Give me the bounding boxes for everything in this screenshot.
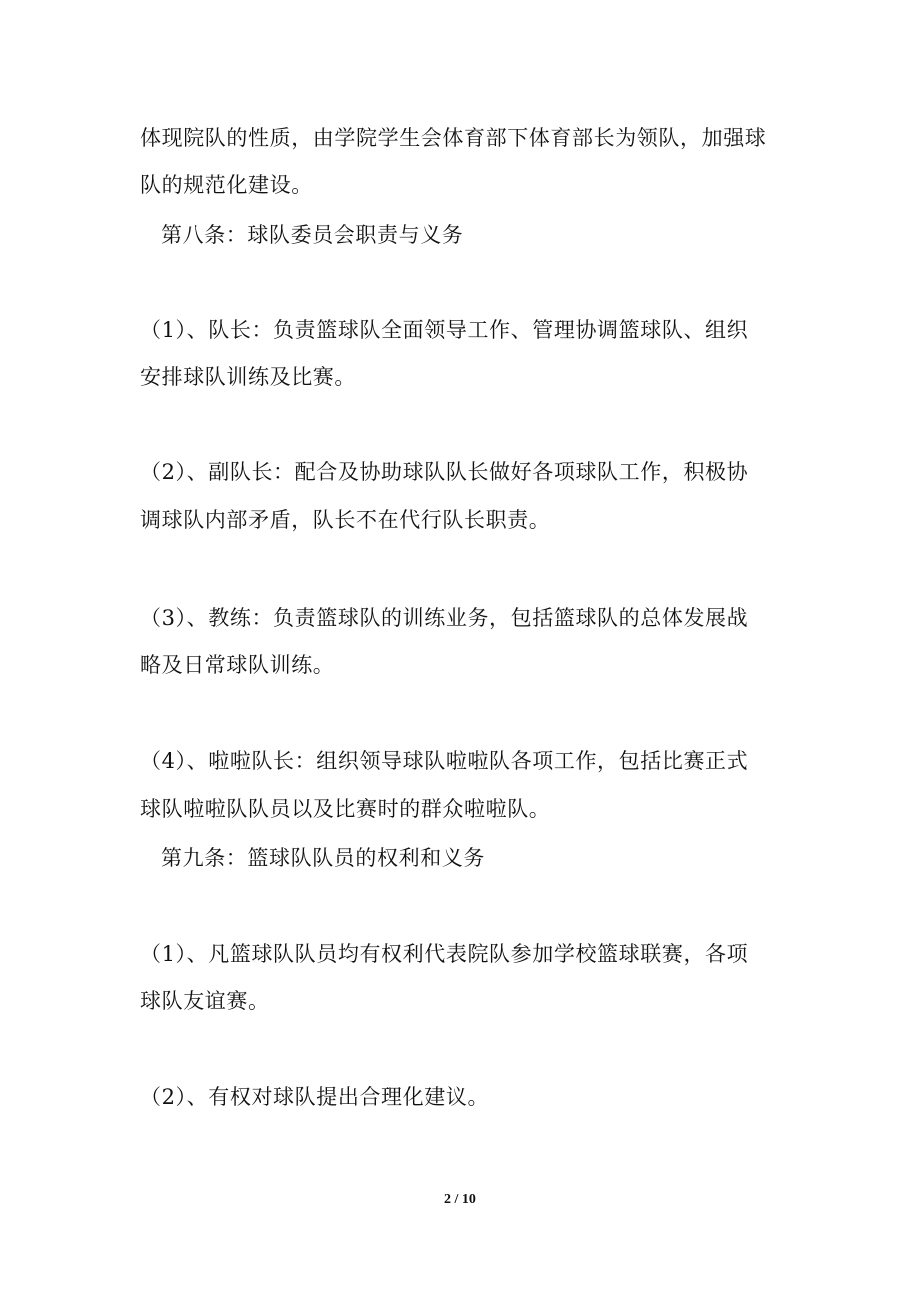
paragraph-line: （1）、队长：负责篮球队全面领导工作、管理协调篮球队、组织: [140, 318, 749, 342]
paragraph-line: （4）、啦啦队长：组织领导球队啦啦队各项工作，包括比赛正式: [140, 749, 749, 773]
paragraph-line: 略及日常球队训练。: [140, 653, 335, 677]
paragraph-line: （2）、有权对球队提出合理化建议。: [140, 1085, 490, 1109]
article-heading: 第九条：篮球队队员的权利和义务: [161, 846, 485, 870]
paragraph-line: 调球队内部矛盾，队长不在代行队长职责。: [140, 508, 551, 532]
paragraph-line: 安排球队训练及比赛。: [140, 365, 356, 389]
paragraph-line: （3）、教练：负责篮球队的训练业务，包括篮球队的总体发展战: [140, 606, 749, 630]
paragraph-line: 球队啦啦队队员以及比赛时的群众啦啦队。: [140, 797, 551, 821]
paragraph-line: （1）、凡篮球队队员均有权利代表院队参加学校篮球联赛，各项: [140, 942, 749, 966]
page-number: 2 / 10: [444, 1192, 476, 1207]
article-heading: 第八条：球队委员会职责与义务: [161, 223, 464, 247]
paragraph-line: 体现院队的性质，由学院学生会体育部下体育部长为领队，加强球: [140, 126, 767, 150]
paragraph-line: （2）、副队长：配合及协助球队队长做好各项球队工作，积极协: [140, 460, 749, 484]
paragraph-line: 球队友谊赛。: [140, 989, 270, 1013]
paragraph-line: 队的规范化建设。: [140, 173, 313, 197]
